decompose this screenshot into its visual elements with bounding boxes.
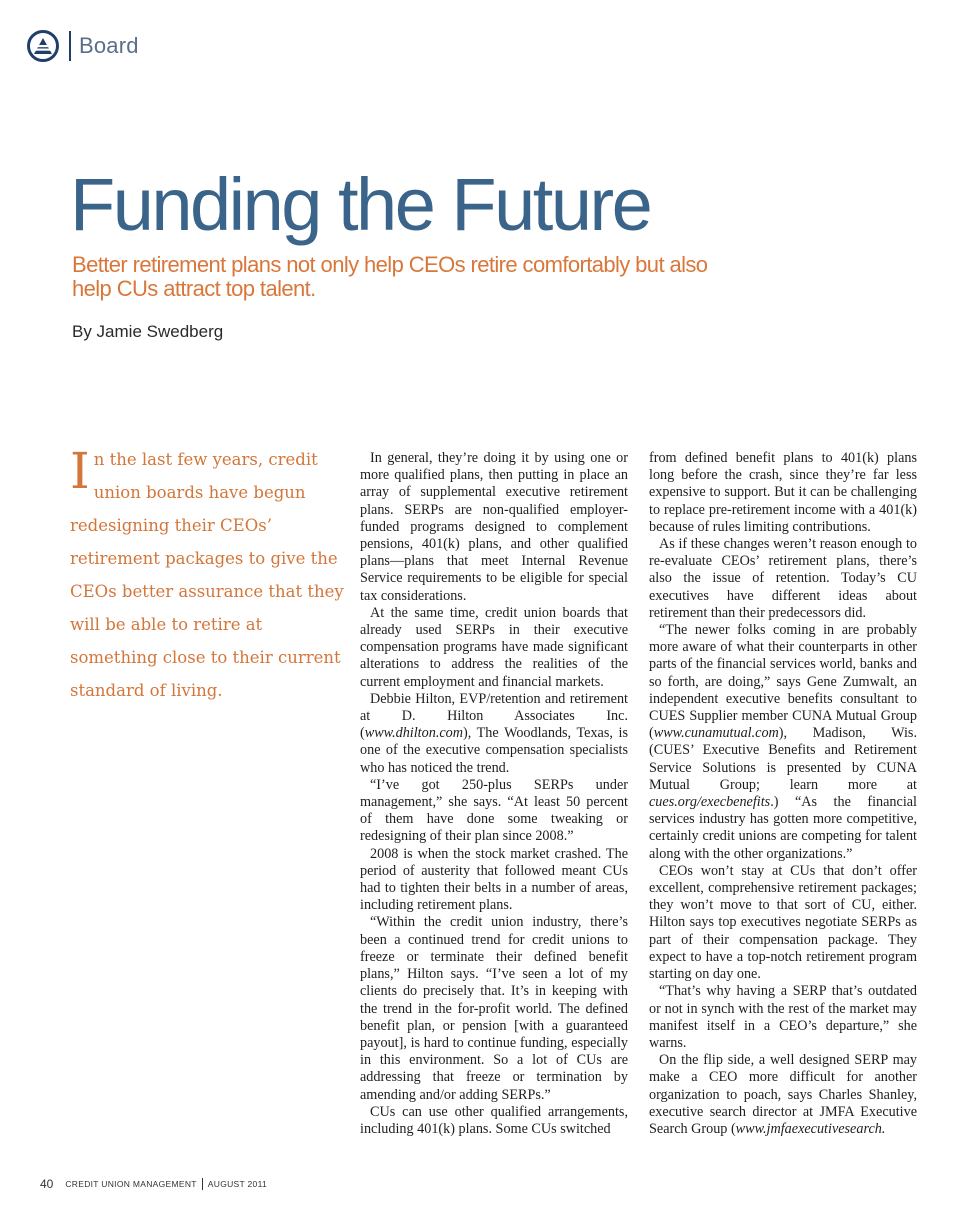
paragraph: CUs can use other qualified arrangements, including 401(k) plans. Some CUs switched	[360, 1103, 628, 1137]
paragraph: At the same time, credit union boards that already used SERPs in their executive compensation programs have made significant alterations to address the realities of the current employment and financial markets.	[360, 604, 628, 690]
header-divider	[69, 31, 71, 61]
link-cunamutual[interactable]: www.cunamutual.com	[653, 725, 779, 742]
link-dhilton[interactable]: www.dhilton.com	[364, 725, 463, 742]
paragraph: 2008 is when the stock market crashed. The period of austerity that followed meant CUs had to tighten their belts in a number of areas, including retirement plans.	[360, 845, 628, 914]
header	[27, 27, 139, 65]
link-jmfa[interactable]: www.jmfaexecutivesearch.	[735, 1120, 886, 1137]
page-number: 40	[40, 1177, 54, 1191]
paragraph: Debbie Hilton, EVP/retention and retirement at D. Hilton Associates Inc. (www.dhilton.com), The Woodlands, Texas, is one of the executive compensation specialists who has noticed the trend.	[360, 690, 628, 776]
paragraph: As if these changes weren’t reason enough to re-evaluate CEOs’ retirement plans, there’s also the issue of retention. Today’s CU executives have different ideas about retirement than their predecessors did.	[649, 536, 917, 621]
pull-quote-text: n the last few years, credit union boards have begun redesigning their CEOs’ retirement packages to give the CEOs better assurance that they will be able to retire at something close to their current standard of living.	[70, 450, 344, 700]
link-cues-execbenefits[interactable]: cues.org/execbenefits	[649, 794, 771, 811]
paragraph: CEOs won’t stay at CUs that don’t offer excellent, comprehensive retirement packages; they won’t move to that sort of CU, either. Hilton says top executives negotiate SERPs as part of their compensation package. They expect to have a top-notch retirement program starting on day one.	[649, 862, 917, 983]
paragraph: “Within the credit union industry, there’s been a continued trend for credit unions to freeze or terminate their defined benefit plans,” Hilton says. “I’ve seen a lot of my clients do precisely that. It’s in keeping with the trend in the for-profit world. The defined benefit plan, or pension [with a guaranteed payout], is hard to continue funding, especially in this environment. So a lot of CUs are addressing that freeze or termination by amending and/or adding SERPs.”	[360, 914, 628, 1103]
page-footer	[40, 1177, 267, 1191]
paragraph: On the flip side, a well designed SERP may make a CEO more difficult for another organization to poach, says Charles Shanley, executive search director at JMFA Executive Search Group (www.jmfaexecutivesearch.	[649, 1052, 917, 1137]
section-label: Board	[79, 33, 139, 58]
paragraph: “I’ve got 250-plus SERPs under management,” she says. “At least 50 percent of them have done some tweaking or redesigning of their plan since 2008.”	[360, 776, 628, 845]
body-column-2	[649, 450, 917, 1138]
drop-cap: I	[70, 442, 90, 500]
pull-quote	[70, 443, 345, 707]
magazine-name: CREDIT UNION MANAGEMENT	[65, 1179, 197, 1189]
paragraph: In general, they’re doing it by using one or more qualified plans, then putting in place an array of supplemental executive retirement plans. SERPs are non-qualified employer-funded programs designed to complement pensions, 401(k) plans, and other qualified plans—plans that meet Internal Revenue Service requirements to be eligible for special tax considerations.	[360, 450, 628, 604]
article-title: Funding the Future	[70, 163, 651, 246]
issue-date: AUGUST 2011	[207, 1179, 267, 1189]
body-column-1	[360, 450, 628, 1138]
paragraph: from defined benefit plans to 401(k) plans long before the crash, since they’re far less expensive to support. But it can be challenging to replace pre-retirement income with a 401(k) because of rules limiting contributions.	[649, 450, 917, 535]
byline: By Jamie Swedberg	[72, 322, 224, 341]
cues-logo-icon	[27, 30, 59, 62]
article-dek: Better retirement plans not only help CEOs retire comfortably but also help CUs attract top talent.	[72, 252, 708, 301]
footer-divider	[202, 1178, 203, 1190]
paragraph: “The newer folks coming in are probably more aware of what their counterparts in other parts of the financial services world, banks and so forth, are doing,” says Gene Zumwalt, an independent executive benefits consultant to CUES Supplier member CUNA Mutual Group (www.cunamutual.com), Madison, Wis. (CUES’ Executive Benefits and Retirement Service Solutions is presented by CUNA Mutual Group; learn more at cues.org/execbenefits.) “As the financial services industry has gotten more competitive, certainly credit unions are competing for talent along with the other organizations.”	[649, 622, 917, 862]
paragraph: “That’s why having a SERP that’s outdated or not in synch with the rest of the market may manifest itself in a CEO’s departure,” she warns.	[649, 983, 917, 1051]
